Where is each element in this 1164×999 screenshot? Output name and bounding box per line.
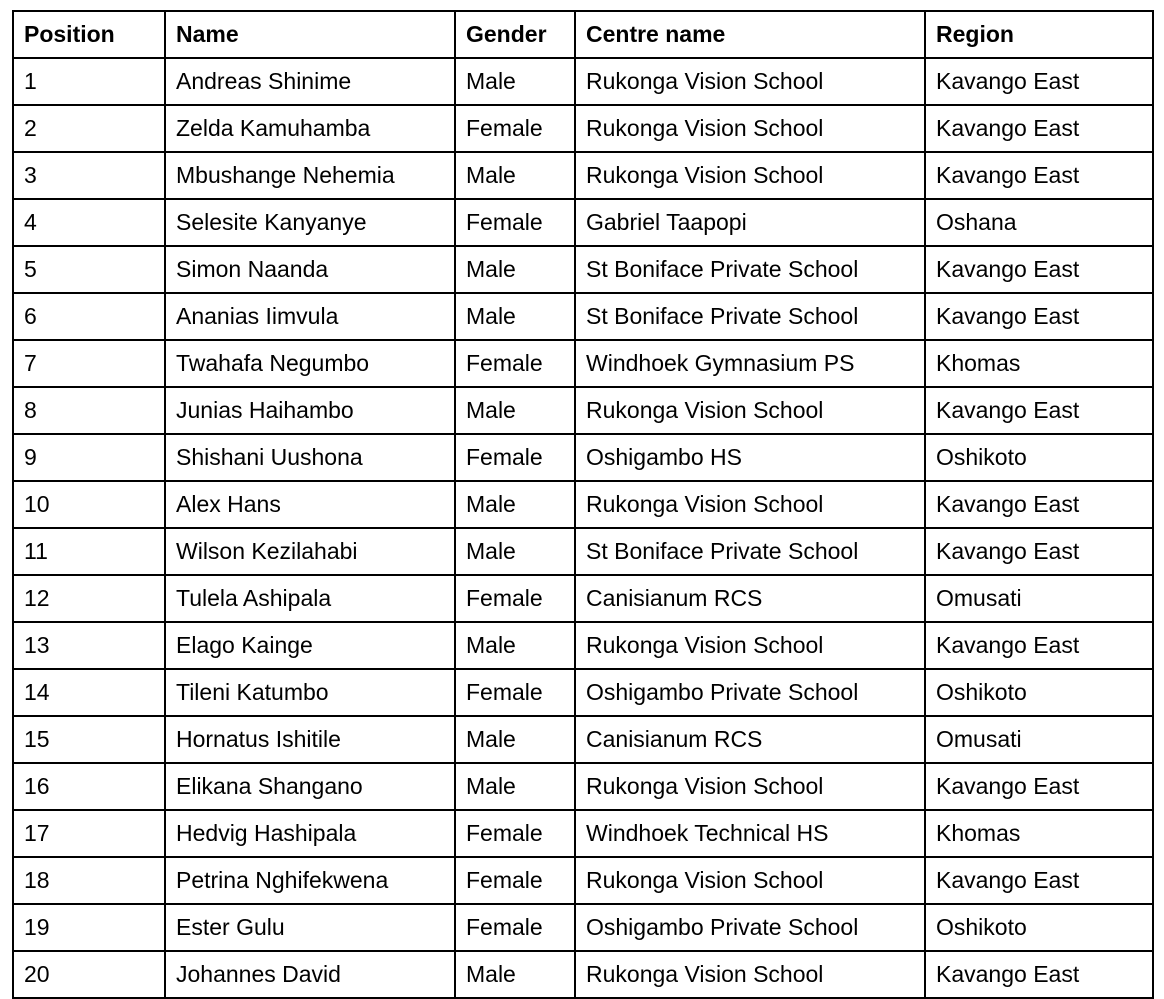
cell-gender: Male [455,152,575,199]
cell-region: Kavango East [925,857,1153,904]
cell-region: Oshana [925,199,1153,246]
table-row [13,904,1153,951]
cell-region: Oshikoto [925,904,1153,951]
cell-name: Tulela Ashipala [165,575,455,622]
cell-position: 9 [13,434,165,481]
cell-region: Kavango East [925,58,1153,105]
cell-centre-name: Rukonga Vision School [575,622,925,669]
table-row [13,857,1153,904]
table-row [13,575,1153,622]
cell-name: Elago Kainge [165,622,455,669]
cell-centre-name: Canisianum RCS [575,575,925,622]
table-row [13,810,1153,857]
cell-region: Kavango East [925,387,1153,434]
table-row [13,622,1153,669]
table-row [13,951,1153,998]
cell-name: Hedvig Hashipala [165,810,455,857]
table-row [13,340,1153,387]
column-header-centre-name: Centre name [575,11,925,58]
cell-position: 19 [13,904,165,951]
table-row [13,763,1153,810]
cell-name: Zelda Kamuhamba [165,105,455,152]
table-row [13,246,1153,293]
cell-centre-name: Rukonga Vision School [575,387,925,434]
cell-position: 11 [13,528,165,575]
cell-name: Elikana Shangano [165,763,455,810]
cell-position: 4 [13,199,165,246]
cell-name: Wilson Kezilahabi [165,528,455,575]
cell-region: Kavango East [925,951,1153,998]
cell-name: Twahafa Negumbo [165,340,455,387]
cell-gender: Female [455,434,575,481]
cell-gender: Female [455,575,575,622]
cell-gender: Female [455,810,575,857]
cell-region: Kavango East [925,152,1153,199]
table-row [13,152,1153,199]
cell-gender: Female [455,199,575,246]
cell-position: 16 [13,763,165,810]
table-row [13,481,1153,528]
cell-centre-name: Oshigambo Private School [575,904,925,951]
cell-region: Kavango East [925,293,1153,340]
cell-position: 6 [13,293,165,340]
cell-centre-name: Gabriel Taapopi [575,199,925,246]
cell-name: Shishani Uushona [165,434,455,481]
cell-centre-name: Oshigambo Private School [575,669,925,716]
cell-region: Kavango East [925,622,1153,669]
cell-region: Kavango East [925,763,1153,810]
table-row [13,387,1153,434]
cell-gender: Male [455,763,575,810]
cell-position: 14 [13,669,165,716]
cell-centre-name: Rukonga Vision School [575,152,925,199]
cell-gender: Female [455,105,575,152]
cell-gender: Male [455,622,575,669]
column-header-region: Region [925,11,1153,58]
cell-name: Ester Gulu [165,904,455,951]
cell-gender: Male [455,387,575,434]
cell-region: Khomas [925,810,1153,857]
cell-gender: Male [455,716,575,763]
cell-name: Andreas Shinime [165,58,455,105]
table-row [13,716,1153,763]
cell-region: Omusati [925,716,1153,763]
cell-gender: Male [455,951,575,998]
cell-centre-name: St Boniface Private School [575,293,925,340]
table-body [13,58,1153,998]
column-header-name: Name [165,11,455,58]
cell-position: 1 [13,58,165,105]
table-row [13,199,1153,246]
table-row [13,58,1153,105]
table-row [13,105,1153,152]
cell-position: 7 [13,340,165,387]
cell-name: Tileni Katumbo [165,669,455,716]
cell-centre-name: Windhoek Gymnasium PS [575,340,925,387]
cell-region: Kavango East [925,246,1153,293]
cell-name: Selesite Kanyanye [165,199,455,246]
cell-position: 20 [13,951,165,998]
cell-gender: Male [455,58,575,105]
cell-centre-name: St Boniface Private School [575,528,925,575]
cell-name: Ananias Iimvula [165,293,455,340]
cell-name: Petrina Nghifekwena [165,857,455,904]
cell-centre-name: Rukonga Vision School [575,951,925,998]
cell-name: Johannes David [165,951,455,998]
table-row [13,293,1153,340]
column-header-position: Position [13,11,165,58]
table-header [13,11,1153,58]
cell-name: Junias Haihambo [165,387,455,434]
cell-gender: Male [455,246,575,293]
cell-centre-name: Canisianum RCS [575,716,925,763]
cell-position: 5 [13,246,165,293]
cell-gender: Male [455,528,575,575]
cell-position: 10 [13,481,165,528]
cell-region: Kavango East [925,105,1153,152]
cell-region: Oshikoto [925,669,1153,716]
cell-position: 13 [13,622,165,669]
cell-name: Mbushange Nehemia [165,152,455,199]
cell-position: 2 [13,105,165,152]
table-row [13,669,1153,716]
cell-region: Khomas [925,340,1153,387]
cell-position: 18 [13,857,165,904]
cell-centre-name: Windhoek Technical HS [575,810,925,857]
cell-region: Kavango East [925,528,1153,575]
cell-region: Kavango East [925,481,1153,528]
cell-position: 3 [13,152,165,199]
cell-centre-name: Rukonga Vision School [575,58,925,105]
cell-position: 15 [13,716,165,763]
cell-gender: Male [455,481,575,528]
cell-centre-name: St Boniface Private School [575,246,925,293]
cell-centre-name: Oshigambo HS [575,434,925,481]
cell-position: 12 [13,575,165,622]
column-header-gender: Gender [455,11,575,58]
table-header-row [13,11,1153,58]
cell-centre-name: Rukonga Vision School [575,763,925,810]
cell-gender: Female [455,340,575,387]
cell-region: Oshikoto [925,434,1153,481]
cell-position: 17 [13,810,165,857]
cell-region: Omusati [925,575,1153,622]
cell-gender: Female [455,669,575,716]
cell-name: Alex Hans [165,481,455,528]
table-row [13,434,1153,481]
cell-gender: Male [455,293,575,340]
results-table [12,10,1154,999]
cell-gender: Female [455,904,575,951]
cell-centre-name: Rukonga Vision School [575,857,925,904]
cell-position: 8 [13,387,165,434]
cell-name: Hornatus Ishitile [165,716,455,763]
cell-gender: Female [455,857,575,904]
cell-name: Simon Naanda [165,246,455,293]
cell-centre-name: Rukonga Vision School [575,481,925,528]
table-row [13,528,1153,575]
cell-centre-name: Rukonga Vision School [575,105,925,152]
